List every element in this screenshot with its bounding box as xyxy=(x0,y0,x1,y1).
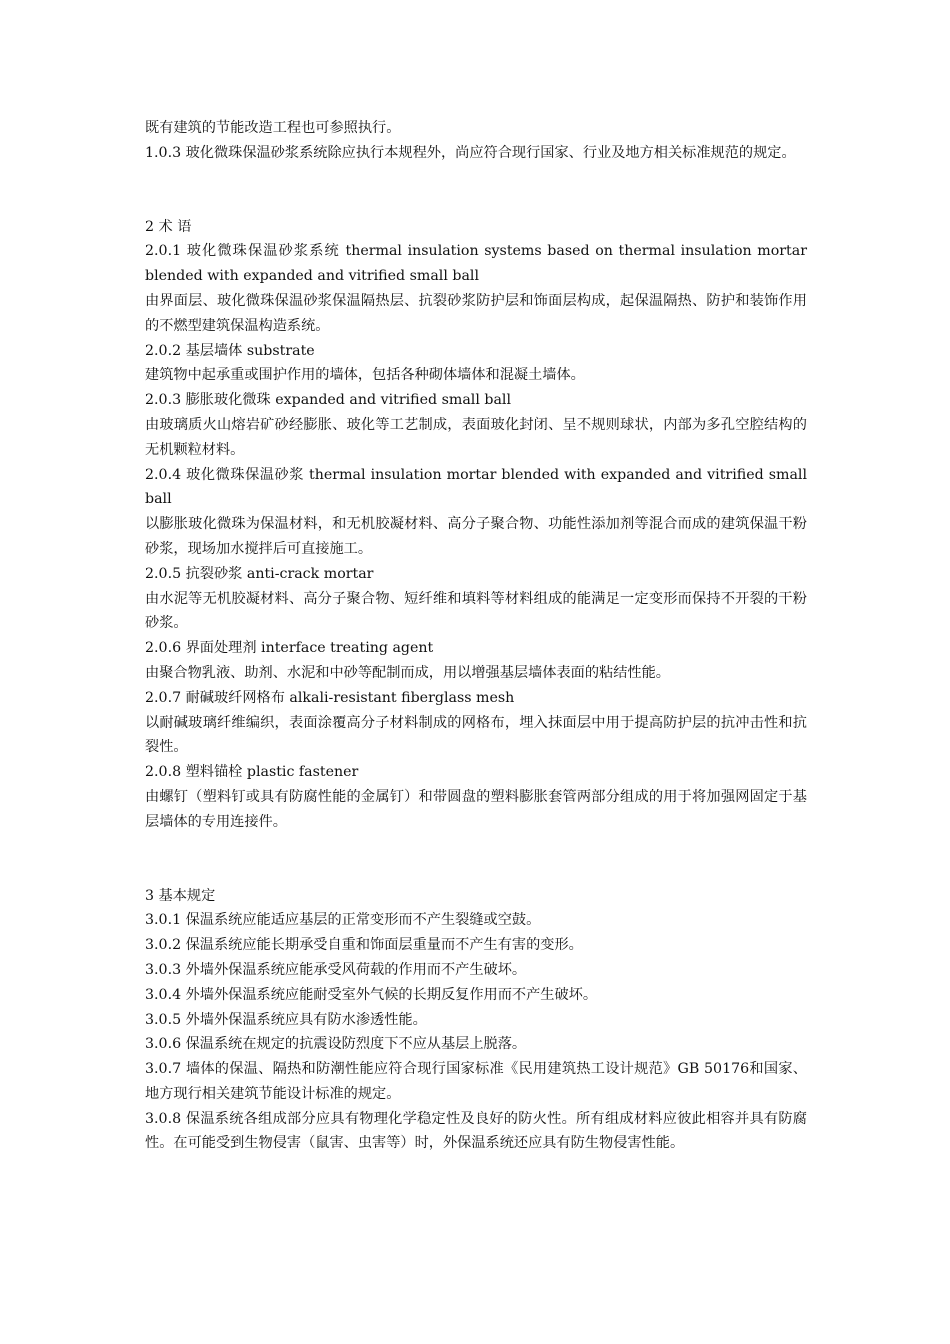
clause-3-0-8: 3.0.8 保温系统各组成部分应具有物理化学稳定性及良好的防火性。所有组成材料应彼此相容并具有防腐性。在可能受到生物侵害（鼠害、虫害等）时，外保温系统还应具有防生物侵害性能。 xyxy=(145,1110,807,1152)
clause-3-0-4: 3.0.4 外墙外保温系统应能耐受室外气候的长期反复作用而不产生破坏。 xyxy=(145,986,598,1003)
clause-3-0-6: 3.0.6 保温系统在规定的抗震设防烈度下不应从基层上脱落。 xyxy=(145,1036,527,1053)
term-2-0-8: 2.0.8 塑料锚栓 plastic fastener xyxy=(145,764,359,781)
term-2-0-7: 2.0.7 耐碱玻纤网格布 alkali-resistant fiberglass mesh xyxy=(145,689,515,706)
term-2-0-1: 2.0.1 玻化微珠保温砂浆系统 thermal insulation systems based on thermal insulation mortar blended with expanded and vitrified small ball xyxy=(145,243,807,285)
spacer xyxy=(145,835,807,884)
clause-3-0-3: 3.0.3 外墙外保温系统应能承受风荷载的作用而不产生破坏。 xyxy=(145,961,527,978)
section-2-heading: 2 术 语 xyxy=(145,218,192,235)
clause-3-0-7: 3.0.7 墙体的保温、隔热和防潮性能应符合现行国家标准《民用建筑热工设计规范》GB 50176和国家、地方现行相关建筑节能设计标准的规定。 xyxy=(145,1061,807,1102)
clause-3-0-1: 3.0.1 保温系统应能适应基层的正常变形而不产生裂缝或空鼓。 xyxy=(145,912,541,929)
term-2-0-2: 2.0.2 基层墙体 substrate xyxy=(145,342,315,359)
term-2-0-5: 2.0.5 抗裂砂浆 anti-crack mortar xyxy=(145,565,374,582)
def-2-0-8: 由螺钉（塑料钉或具有防腐性能的金属钉）和带圆盘的塑料膨胀套管两部分组成的用于将加强网固定于基层墙体的专用连接件。 xyxy=(145,788,807,830)
def-2-0-2: 建筑物中起承重或围护作用的墙体，包括各种砌体墙体和混凝土墙体。 xyxy=(145,367,585,384)
section-3-heading: 3 基本规定 xyxy=(145,887,216,904)
def-2-0-4: 以膨胀玻化微珠为保温材料，和无机胶凝材料、高分子聚合物、功能性添加剂等混合而成的建筑保温干粉砂浆，现场加水搅拌后可直接施工。 xyxy=(145,516,807,557)
clause-3-0-5: 3.0.5 外墙外保温系统应具有防水渗透性能。 xyxy=(145,1011,427,1028)
term-2-0-6: 2.0.6 界面处理剂 interface treating agent xyxy=(145,640,434,657)
document-body xyxy=(145,116,807,1156)
clause-1-0-3: 1.0.3 玻化微珠保温砂浆系统除应执行本规程外，尚应符合现行国家、行业及地方相关标准规范的规定。 xyxy=(145,144,796,161)
clause-3-0-2: 3.0.2 保温系统应能长期承受自重和饰面层重量而不产生有害的变形。 xyxy=(145,937,583,954)
def-2-0-3: 由玻璃质火山熔岩矿砂经膨胀、玻化等工艺制成，表面玻化封闭、呈不规则球状，内部为多孔空腔结构的无机颗粒材料。 xyxy=(145,416,807,458)
intro-line: 既有建筑的节能改造工程也可参照执行。 xyxy=(145,120,401,136)
spacer xyxy=(145,166,807,215)
term-2-0-4: 2.0.4 玻化微珠保温砂浆 thermal insulation mortar blended with expanded and vitrified small ball xyxy=(145,466,807,508)
def-2-0-5: 由水泥等无机胶凝材料、高分子聚合物、短纤维和填料等材料组成的能满足一定变形而保持不开裂的干粉砂浆。 xyxy=(145,590,807,632)
def-2-0-6: 由聚合物乳液、助剂、水泥和中砂等配制而成，用以增强基层墙体表面的粘结性能。 xyxy=(145,664,670,681)
def-2-0-1: 由界面层、玻化微珠保温砂浆保温隔热层、抗裂砂浆防护层和饰面层构成，起保温隔热、防护和装饰作用的不燃型建筑保温构造系统。 xyxy=(145,292,807,334)
def-2-0-7: 以耐碱玻璃纤维编织，表面涂覆高分子材料制成的网格布，埋入抹面层中用于提高防护层的抗冲击性和抗裂性。 xyxy=(145,714,807,756)
term-2-0-3: 2.0.3 膨胀玻化微珠 expanded and vitrified small ball xyxy=(145,392,511,409)
